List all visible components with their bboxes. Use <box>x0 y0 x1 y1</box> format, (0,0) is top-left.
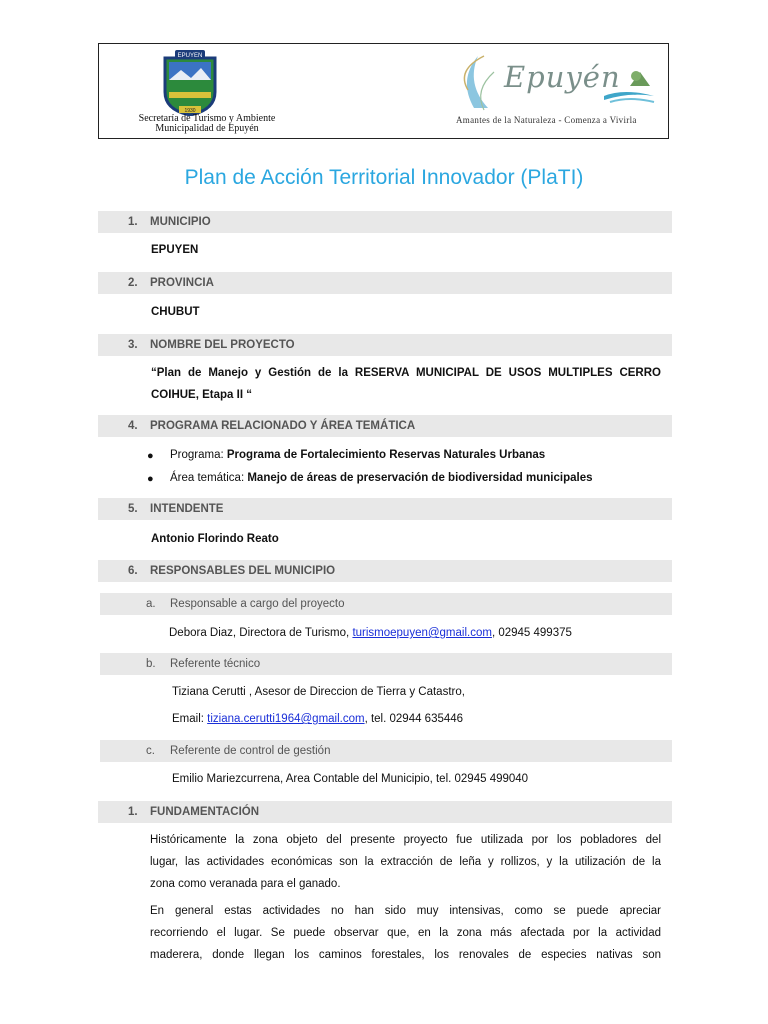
programa-bullet <box>170 448 545 462</box>
intendente-value: Antonio Florindo Reato <box>151 533 279 545</box>
section-label: PROGRAMA RELACIONADO Y ÁREA TEMÁTICA <box>150 420 416 432</box>
fundamentacion-paragraph-line: maderera, donde llegan los caminos forestales, los renovales de especies nativas son <box>150 949 661 961</box>
subsection-control-gestion-heading <box>100 740 672 762</box>
email-label: Email: <box>172 713 208 725</box>
subsection-letter: a. <box>146 598 156 610</box>
responsable-name: Debora Diaz, Directora de Turismo, <box>169 627 353 639</box>
subsection-label: Responsable a cargo del proyecto <box>170 598 345 610</box>
document-header <box>98 43 669 139</box>
fundamentacion-paragraph-line: En general estas actividades no han sido muy intensivas, como se puede apreciar <box>150 905 661 917</box>
nombre-proyecto-line-1: “Plan de Manejo y Gestión de la RESERVA MUNICIPAL DE USOS MULTIPLES CERRO <box>151 367 661 379</box>
referente-tecnico-name: Tiziana Cerutti , Asesor de Direccion de Tierra y Catastro, <box>172 686 465 698</box>
section-number: 6. <box>128 565 138 577</box>
bullet-icon: ● <box>147 450 154 462</box>
referente-tecnico-email-link[interactable]: tiziana.cerutti1964@gmail.com <box>207 713 365 725</box>
section-label: FUNDAMENTACIÓN <box>150 806 260 818</box>
section-number: 2. <box>128 277 138 289</box>
section-intendente-heading <box>98 498 672 520</box>
programa-value: Programa de Fortalecimiento Reservas Naturales Urbanas <box>223 449 546 461</box>
fundamentacion-paragraph-line: lugar, las actividades económicas son la extracción de leña y rollizos, y la utilización de la <box>150 856 661 868</box>
subsection-responsable-heading <box>100 593 672 615</box>
section-programa-heading <box>98 415 672 437</box>
area-tematica-value: Manejo de áreas de preservación de biodiversidad municipales <box>244 472 593 484</box>
responsable-email-link[interactable]: turismoepuyen@gmail.com <box>352 627 492 639</box>
subsection-referente-tecnico-heading <box>100 653 672 675</box>
section-number: 4. <box>128 420 138 432</box>
section-municipio-heading <box>98 211 672 233</box>
nombre-proyecto-line-2: COIHUE, Etapa II “ <box>151 389 252 401</box>
section-label: RESPONSABLES DEL MUNICIPIO <box>150 565 336 577</box>
municipal-shield-logo <box>161 48 219 116</box>
referente-tecnico-contact <box>172 712 463 726</box>
section-number: 5. <box>128 503 138 515</box>
secretaria-line-2: Municipalidad de Epuyén <box>155 123 259 134</box>
programa-label: Programa: <box>170 449 224 461</box>
area-tematica-bullet <box>170 471 592 485</box>
provincia-value: CHUBUT <box>151 306 200 318</box>
area-tematica-label: Área temática: <box>170 472 245 484</box>
secretaria-line-1: Secretaría de Turismo y Ambiente <box>138 113 276 124</box>
section-number: 3. <box>128 339 138 351</box>
fundamentacion-paragraph-line: recorriendo el lugar. Se puede observar que, en la zona más afectada por la actividad <box>150 927 661 939</box>
referente-tecnico-phone: , tel. 02944 635446 <box>364 713 464 725</box>
epuyen-logo-tagline: Amantes de la Naturaleza - Comenza a Vivirla <box>456 115 637 125</box>
epuyen-logo-wordmark: Epuyén <box>504 60 621 94</box>
bullet-icon: ● <box>147 473 154 485</box>
secretaria-caption <box>112 114 302 134</box>
section-nombre-proyecto-heading <box>98 334 672 356</box>
shield-year-text: 1930 <box>184 108 196 114</box>
document-title: Plan de Acción Territorial Innovador (PlaTI) <box>184 166 584 189</box>
subsection-label: Referente de control de gestión <box>170 745 331 757</box>
section-responsables-heading <box>98 560 672 582</box>
section-fundamentacion-heading <box>98 801 672 823</box>
subsection-label: Referente técnico <box>170 658 261 670</box>
responsable-phone: , 02945 499375 <box>491 627 572 639</box>
fundamentacion-paragraph-line: zona como veranada para el ganado. <box>150 878 341 890</box>
control-gestion-value: Emilio Mariezcurrena, Area Contable del Municipio, tel. 02945 499040 <box>172 773 529 785</box>
section-label: MUNICIPIO <box>150 216 211 228</box>
shield-banner-text: EPUYEN <box>177 53 203 59</box>
section-label: PROVINCIA <box>150 277 214 289</box>
responsable-value <box>169 626 572 640</box>
section-label: NOMBRE DEL PROYECTO <box>150 339 295 351</box>
subsection-letter: c. <box>146 745 155 757</box>
fundamentacion-paragraph-line: Históricamente la zona objeto del presente proyecto fue utilizada por los pobladores del <box>150 834 661 846</box>
section-label: INTENDENTE <box>150 503 224 515</box>
municipio-value: EPUYEN <box>151 244 199 256</box>
section-number: 1. <box>128 216 138 228</box>
section-provincia-heading <box>98 272 672 294</box>
section-number: 1. <box>128 806 138 818</box>
subsection-letter: b. <box>146 658 156 670</box>
